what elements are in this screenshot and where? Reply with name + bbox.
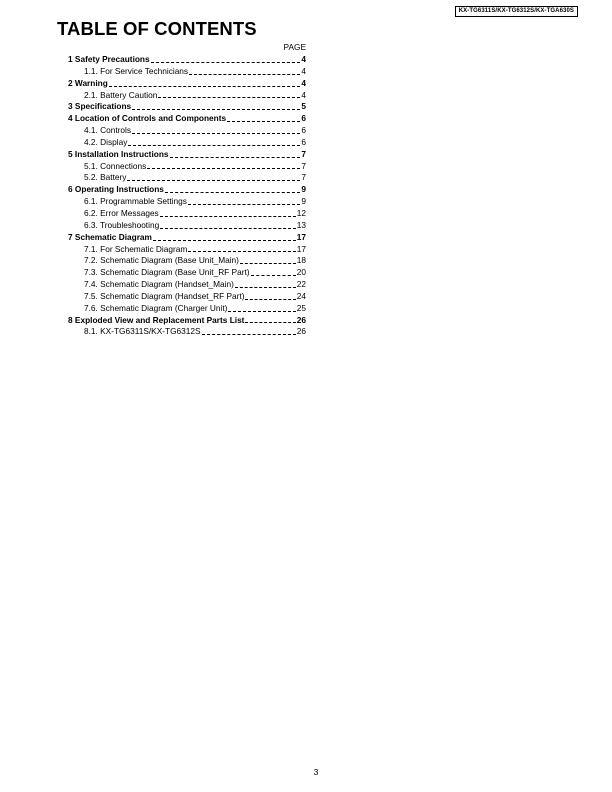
toc-entry-label: 7.3. Schematic Diagram (Base Unit_RF Part) [84,267,250,278]
toc-entry-page: 4 [301,65,306,76]
toc-entry[interactable] [68,303,306,315]
toc-entry[interactable] [68,315,306,327]
toc-entry[interactable] [68,172,306,184]
toc-leader-line [160,216,296,217]
toc-entry-page: 25 [296,302,306,313]
toc-entry-page: 7 [301,160,306,171]
model-codes-label: KX-TG6311S/KX-TG6312S/KX-TGA630S [455,6,578,17]
toc-entry-label: 1 Safety Precautions [68,54,150,64]
toc-leader-line [202,334,296,335]
page-number: 3 [313,767,319,777]
toc-leader-line [132,109,300,110]
toc-entry-page: 17 [296,231,306,242]
toc-entry-page: 24 [296,290,306,301]
toc-entry-page: 13 [296,219,306,230]
toc-leader-line [170,157,301,158]
toc-entry-label: 6 Operating Instructions [68,184,164,195]
toc-leader-line [240,263,296,264]
toc-entry-label: 8 Exploded View and Replacement Parts List [68,314,245,325]
toc-leader-line [127,180,300,181]
toc-entry-page: 18 [296,255,306,266]
toc-entry[interactable] [68,255,306,267]
toc-entry[interactable] [68,125,306,137]
toc-entry-label: 4.2. Display [84,136,128,147]
toc-leader-line [153,240,296,241]
toc-entry-page: 4 [301,54,306,64]
toc-entry[interactable] [68,291,306,303]
toc-entry[interactable] [68,137,306,149]
toc-entry-label: 1.1. For Service Technicians [84,65,189,76]
toc-entry[interactable] [68,267,306,279]
toc-entry[interactable] [68,208,306,220]
toc-entry-page: 17 [296,243,306,254]
toc-entry[interactable] [68,326,306,338]
toc-entry-page: 26 [296,326,306,337]
toc-leader-line [128,145,300,146]
toc-entry-label: 6.1. Programmable Settings [84,196,187,207]
toc-entry-label: 6.3. Troubleshooting [84,219,160,230]
toc-entry[interactable] [68,66,306,78]
toc-entry-page: 9 [301,196,306,207]
toc-leader-line [245,299,295,300]
toc-entry-page: 4 [301,89,306,100]
toc-entry-page: 26 [296,314,306,325]
toc-entry[interactable] [68,149,306,161]
toc-entries [68,54,306,338]
toc-entry-label: 8.1. KX-TG6311S/KX-TG6312S [84,326,201,337]
toc-entry-label: 3 Specifications [68,101,132,112]
toc-entry[interactable] [68,196,306,208]
toc-entry[interactable] [68,90,306,102]
toc-leader-line [188,204,301,205]
toc-entry-label: 2 Warning [68,77,108,88]
toc-entry[interactable] [68,220,306,232]
toc-entry-page: 6 [301,136,306,147]
toc-entry-label: 5.2. Battery [84,172,127,183]
toc-leader-line [189,74,300,75]
toc-leader-line [228,311,295,312]
toc-leader-line [245,322,295,323]
toc-entry-page: 4 [301,77,306,88]
toc-leader-line [227,121,300,122]
toc-leader-line [109,86,301,87]
page-column-label: PAGE [283,42,306,52]
toc-entry-label: 4 Location of Controls and Components [68,113,227,124]
toc-entry-label: 7.5. Schematic Diagram (Handset_RF Part) [84,290,245,301]
toc-leader-line [235,287,296,288]
toc-entry[interactable] [68,113,306,125]
toc-leader-line [251,275,296,276]
table-of-contents [68,42,306,338]
toc-leader-line [165,192,300,193]
toc-leader-line [147,168,300,169]
toc-entry-page: 7 [301,148,306,159]
toc-entry-label: 7 Schematic Diagram [68,231,152,242]
toc-entry-label: 5.1. Connections [84,160,147,171]
toc-entry-page: 5 [301,101,306,112]
toc-entry-label: 6.2. Error Messages [84,207,159,218]
toc-entry-page: 9 [301,184,306,195]
toc-entry-label: 7.1. For Schematic Diagram [84,243,188,254]
toc-entry-page: 6 [301,113,306,124]
toc-entry[interactable] [68,244,306,256]
toc-entry-label: 7.4. Schematic Diagram (Handset_Main) [84,279,234,290]
toc-entry-label: 4.1. Controls [84,125,132,136]
toc-entry[interactable] [68,54,306,66]
toc-leader-line [158,97,300,98]
toc-leader-line [151,62,301,63]
toc-entry-label: 2.1. Battery Caution [84,89,158,100]
toc-entry-label: 7.2. Schematic Diagram (Base Unit_Main) [84,255,239,266]
toc-leader-line [160,228,296,229]
toc-leader-line [188,251,295,252]
toc-entry[interactable] [68,279,306,291]
toc-leader-line [132,133,300,134]
toc-entry-page: 20 [296,267,306,278]
toc-entry[interactable] [68,161,306,173]
toc-entry-label: 7.6. Schematic Diagram (Charger Unit) [84,302,228,313]
toc-entry[interactable] [68,101,306,113]
toc-entry[interactable] [68,78,306,90]
toc-entry-page: 7 [301,172,306,183]
page-title: TABLE OF CONTENTS [57,18,257,39]
toc-entry[interactable] [68,232,306,244]
toc-entry-page: 22 [296,279,306,290]
toc-entry[interactable] [68,184,306,196]
toc-entry-page: 6 [301,125,306,136]
toc-entry-label: 5 Installation Instructions [68,148,169,159]
toc-entry-page: 12 [296,207,306,218]
